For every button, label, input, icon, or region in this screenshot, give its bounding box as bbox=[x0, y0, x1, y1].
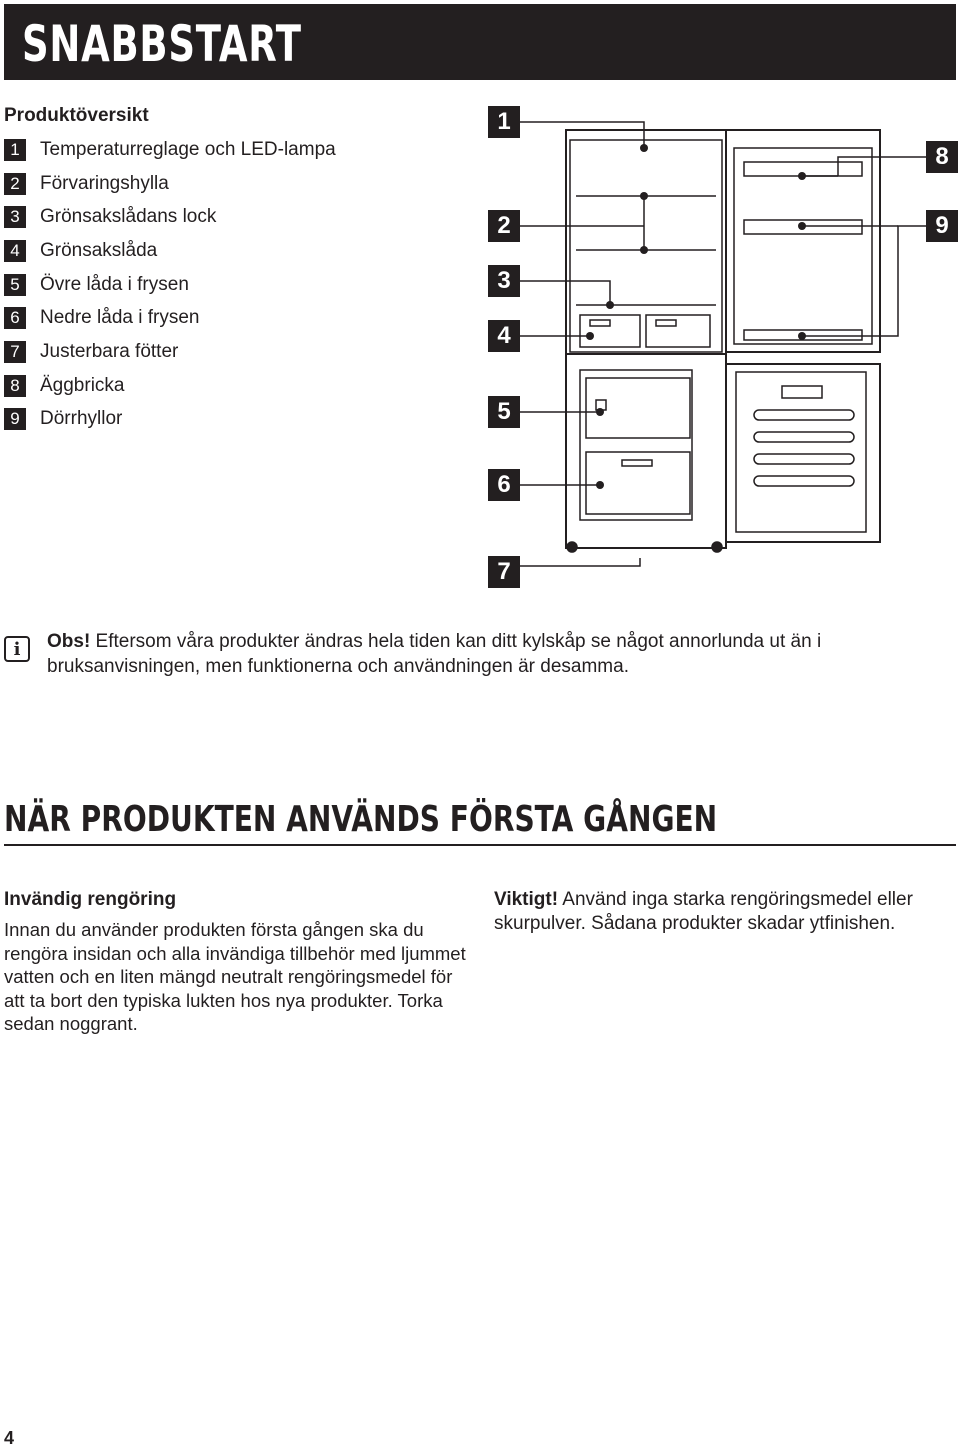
legend-number: 9 bbox=[4, 408, 26, 430]
overview-heading: Produktöversikt bbox=[4, 105, 149, 126]
legend-item bbox=[4, 234, 336, 268]
legend-label: Justerbara fötter bbox=[40, 340, 179, 362]
legend-item bbox=[4, 133, 336, 167]
legend-label: Nedre låda i frysen bbox=[40, 307, 200, 329]
legend-item bbox=[4, 167, 336, 201]
cleaning-text: Innan du använder produkten första gången ska du rengöra insidan och alla invändiga tillbehör med ljummet vatten och en liten mängd neutralt rengöringsmedel för att ta bort den typiska lukten hos nya produkter. Torka sedan noggrant. bbox=[4, 919, 466, 1034]
callout-5: 5 bbox=[488, 396, 520, 428]
callout-4: 4 bbox=[488, 320, 520, 352]
callout-6: 6 bbox=[488, 469, 520, 501]
callout-3: 3 bbox=[488, 265, 520, 297]
legend-item bbox=[4, 403, 336, 437]
legend-label: Dörrhyllor bbox=[40, 408, 123, 430]
cleaning-heading: Invändig rengöring bbox=[4, 889, 177, 910]
legend-number: 6 bbox=[4, 307, 26, 329]
callout-9: 9 bbox=[926, 210, 958, 242]
important-paragraph bbox=[494, 888, 944, 936]
legend-number: 1 bbox=[4, 139, 26, 161]
fridge-illustration bbox=[486, 100, 960, 600]
legend-label: Grönsakslådans lock bbox=[40, 206, 217, 228]
note-lead: Obs! bbox=[47, 631, 91, 652]
legend-label: Övre låda i frysen bbox=[40, 273, 189, 295]
callout-1: 1 bbox=[488, 106, 520, 138]
legend-item bbox=[4, 200, 336, 234]
legend-label: Grönsakslåda bbox=[40, 239, 158, 261]
page-title: SNABBSTART bbox=[22, 15, 302, 73]
legend-number: 8 bbox=[4, 375, 26, 397]
legend-label: Äggbricka bbox=[40, 374, 125, 396]
callout-2: 2 bbox=[488, 210, 520, 242]
legend-item bbox=[4, 369, 336, 403]
legend-number: 3 bbox=[4, 206, 26, 228]
section-title: NÄR PRODUKTEN ANVÄNDS FÖRSTA GÅNGEN bbox=[4, 799, 718, 840]
info-icon: i bbox=[4, 636, 30, 662]
fridge-diagram bbox=[486, 100, 960, 600]
legend-number: 4 bbox=[4, 240, 26, 262]
section-divider bbox=[4, 844, 956, 846]
legend-label: Förvaringshylla bbox=[40, 172, 169, 194]
legend-item bbox=[4, 268, 336, 302]
legend-number: 2 bbox=[4, 173, 26, 195]
important-lead: Viktigt! bbox=[494, 889, 559, 910]
note-text bbox=[47, 629, 927, 679]
legend-label: Temperaturreglage och LED-lampa bbox=[40, 138, 336, 160]
page-number: 4 bbox=[4, 1428, 15, 1448]
legend-number: 7 bbox=[4, 341, 26, 363]
legend-item bbox=[4, 301, 336, 335]
callout-7: 7 bbox=[488, 556, 520, 588]
callout-8: 8 bbox=[926, 141, 958, 173]
important-text: Använd inga starka rengöringsmedel eller skurpulver. Sådana produkter skadar ytfinishen. bbox=[494, 889, 913, 934]
header-bar bbox=[4, 4, 956, 80]
parts-legend bbox=[4, 133, 336, 436]
cleaning-column bbox=[4, 888, 474, 1036]
note-body: Eftersom våra produkter ändras hela tiden kan ditt kylskåp se något annorlunda ut än i bruksanvisningen, men funktionerna och användningen är desamma. bbox=[47, 631, 822, 677]
legend-item bbox=[4, 335, 336, 369]
legend-number: 5 bbox=[4, 274, 26, 296]
important-column bbox=[494, 888, 944, 936]
